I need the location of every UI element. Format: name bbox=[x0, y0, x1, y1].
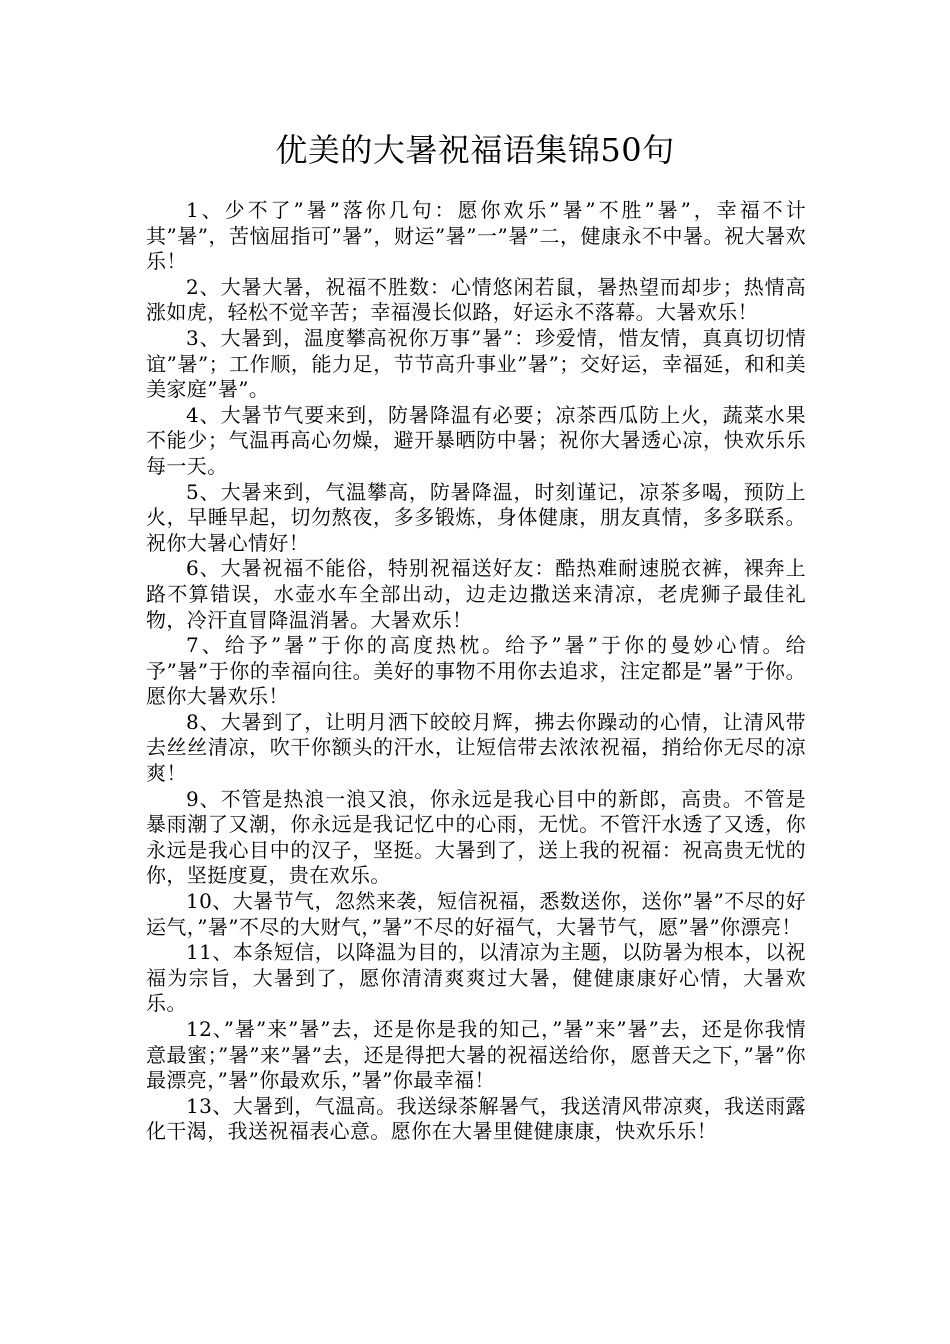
paragraph-12: 12、”暑”来”暑”去，还是你是我的知己，”暑”来”暑”去，还是你我情意最蜜；”暑”来”暑”去，还是得把大暑的祝福送给你，愿普天之下，”暑”你最漂亮，”暑”你最欢乐，”暑”你最幸福！ bbox=[146, 1017, 806, 1093]
paragraph-8: 8、大暑到了，让明月洒下皎皎月辉，拂去你躁动的心情，让清风带去丝丝清凉，吹干你额头的汗水，让短信带去浓浓祝福，捎给你无尽的凉爽！ bbox=[146, 709, 806, 786]
paragraph-7: 7、给予”暑”于你的高度热枕。给予”暑”于你的曼妙心情。给予”暑”于你的幸福向往。美好的事物不用你去追求，注定都是”暑”于你。愿你大暑欢乐！ bbox=[146, 633, 806, 709]
paragraph-1: 1、少不了”暑”落你几句：愿你欢乐”暑”不胜”暑”，幸福不计其”暑”，苦恼屈指可”暑”，财运”暑”一”暑”二，健康永不中暑。祝大暑欢乐！ bbox=[146, 198, 806, 274]
document-body bbox=[146, 198, 806, 1145]
paragraph-11: 11、本条短信，以降温为目的，以清凉为主题，以防暑为根本，以祝福为宗旨，大暑到了，愿你清清爽爽过大暑，健健康康好心情，大暑欢乐。 bbox=[146, 940, 806, 1016]
document-title: 优美的大暑祝福语集锦50句 bbox=[275, 131, 675, 169]
paragraph-13: 13、大暑到，气温高。我送绿茶解暑气，我送清风带凉爽，我送雨露化干渴，我送祝福表心意。愿你在大暑里健健康康，快欢乐乐！ bbox=[146, 1093, 806, 1144]
paragraph-2: 2、大暑大暑，祝福不胜数：心情悠闲若鼠，暑热望而却步；热情高涨如虎，轻松不觉辛苦；幸福漫长似路，好运永不落幕。大暑欢乐！ bbox=[146, 274, 806, 325]
paragraph-9: 9、不管是热浪一浪又浪，你永远是我心目中的新郎，高贵。不管是暴雨潮了又潮，你永远是我记忆中的心雨，无忧。不管汗水透了又透，你永远是我心目中的汉子，坚挺。大暑到了，送上我的祝福：祝高贵无忧的你，坚挺度夏，贵在欢乐。 bbox=[146, 786, 806, 888]
paragraph-6: 6、大暑祝福不能俗，特别祝福送好友：酷热难耐速脱衣裤，裸奔上路不算错误，水壶水车全部出动，边走边撒送来清凉，老虎狮子最佳礼物，冷汗直冒降温消暑。大暑欢乐！ bbox=[146, 556, 806, 632]
paragraph-10: 10、大暑节气，忽然来袭，短信祝福，悉数送你，送你”暑”不尽的好运气，”暑”不尽的大财气，”暑”不尽的好福气，大暑节气，愿”暑”你漂亮！ bbox=[146, 889, 806, 939]
paragraph-5: 5、大暑来到，气温攀高，防暑降温，时刻谨记，凉茶多喝，预防上火，早睡早起，切勿熬夜，多多锻炼，身体健康，朋友真情，多多联系。祝你大暑心情好！ bbox=[146, 479, 806, 555]
paragraph-3: 3、大暑到，温度攀高祝你万事”暑”：珍爱情，惜友情，真真切切情谊”暑”；工作顺，能力足，节节高升事业”暑”；交好运，幸福延，和和美美家庭”暑”。 bbox=[146, 325, 806, 402]
paragraph-4: 4、大暑节气要来到，防暑降温有必要；凉茶西瓜防上火，蔬菜水果不能少；气温再高心勿燥，避开暴晒防中暑；祝你大暑透心凉，快欢乐乐每一天。 bbox=[146, 402, 806, 478]
